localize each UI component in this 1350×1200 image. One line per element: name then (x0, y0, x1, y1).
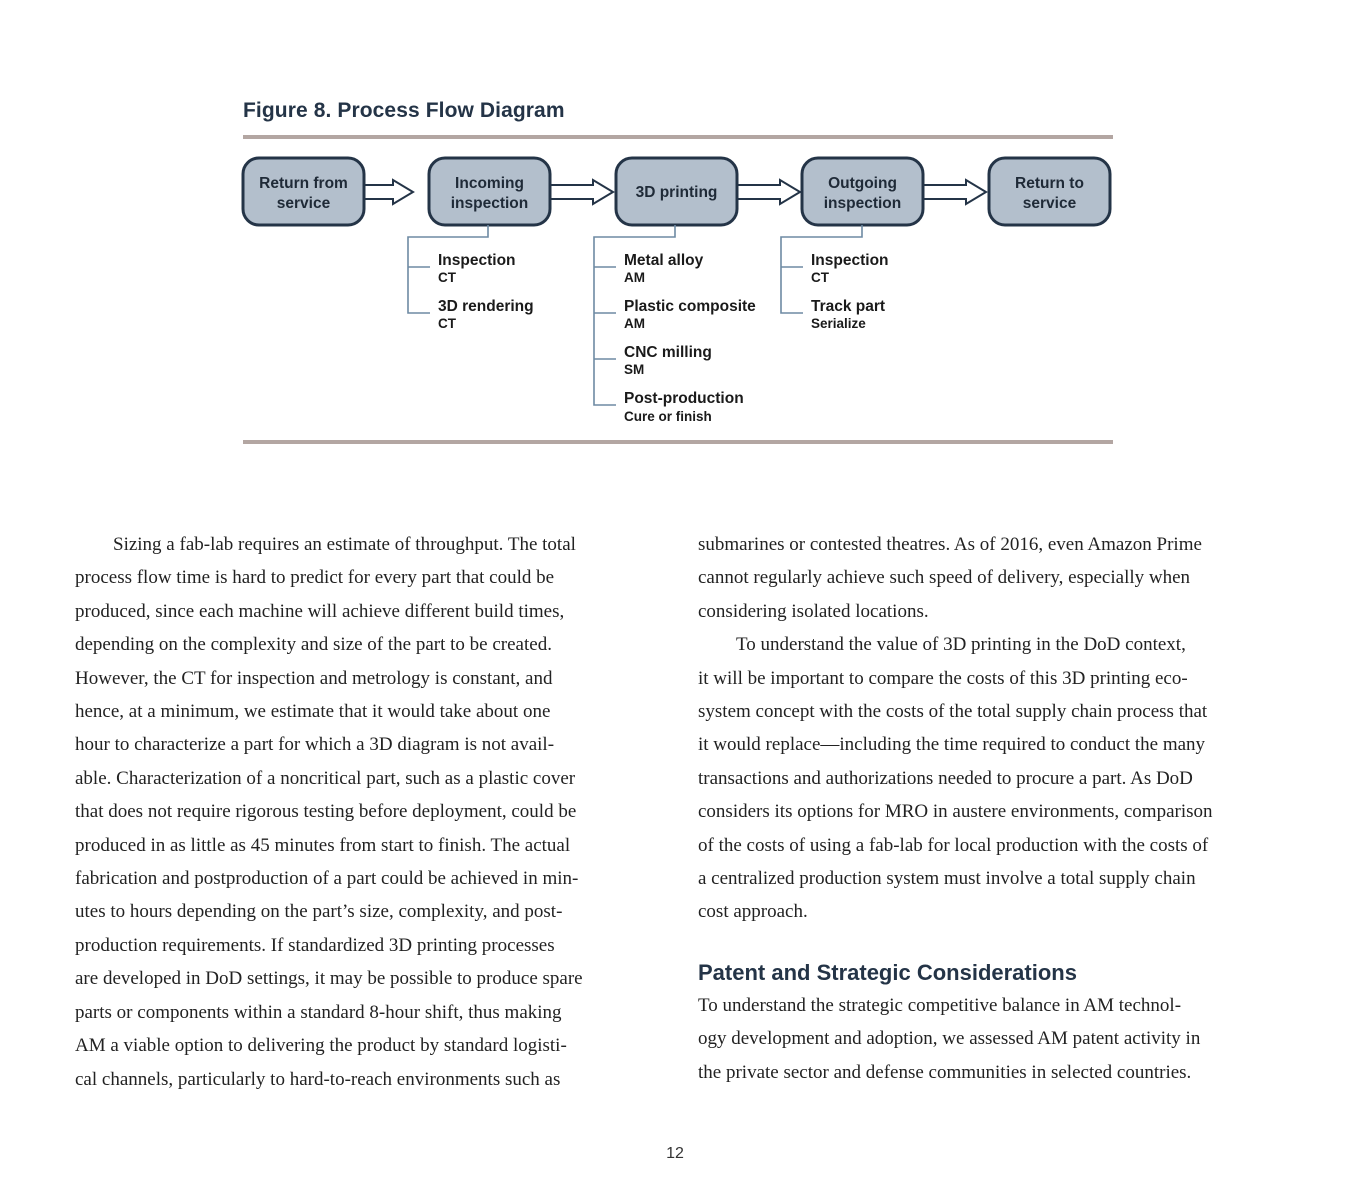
body-column-right (698, 528, 1278, 1089)
paragraph-patent (698, 989, 1278, 1089)
svg-text:3D rendering: 3D rendering (438, 298, 534, 315)
text-line: AM a viable option to delivering the product by standard logisti- (75, 1035, 567, 1057)
text-line: it will be important to compare the costs of this 3D printing eco- (698, 667, 1188, 689)
text-line: a centralized production system must involve a total supply chain (698, 868, 1196, 890)
svg-text:Outgoing: Outgoing (828, 175, 897, 192)
svg-text:Return to: Return to (1015, 175, 1084, 192)
svg-text:Serialize: Serialize (811, 316, 866, 331)
svg-text:service: service (276, 195, 331, 212)
svg-text:Post-production: Post-production (624, 390, 744, 407)
text-line: considering isolated locations. (698, 600, 929, 622)
svg-text:Return from: Return from (259, 175, 348, 192)
step-3d-printing (616, 158, 737, 225)
text-line: the private sector and defense communities in selected countries. (698, 1061, 1192, 1083)
text-line: However, the CT for inspection and metrology is constant, and (75, 667, 553, 689)
text-line: that does not require rigorous testing before deployment, could be (75, 801, 577, 823)
text-line: ogy development and adoption, we assessed AM patent activity in (698, 1028, 1201, 1050)
arrow-4 (923, 180, 986, 204)
arrow-3 (737, 180, 800, 204)
svg-text:inspection: inspection (823, 195, 902, 212)
svg-text:Inspection: Inspection (438, 252, 516, 269)
svg-text:Metal alloy: Metal alloy (624, 252, 704, 269)
step-incoming-inspection (429, 158, 550, 225)
text-line: able. Characterization of a noncritical part, such as a plastic cover (75, 767, 576, 789)
step-outgoing-inspection (802, 158, 923, 225)
svg-text:inspection: inspection (450, 195, 529, 212)
figure-bottom-rule (243, 440, 1113, 444)
arrow-2 (550, 180, 613, 204)
branch-outgoing-track-part (811, 298, 885, 331)
paragraph-value-of-3d-printing (698, 628, 1278, 929)
text-line: submarines or contested theatres. As of 2016, even Amazon Prime (698, 534, 1202, 555)
text-line: parts or components within a standard 8-hour shift, thus making (75, 1001, 562, 1023)
svg-text:Inspection: Inspection (811, 252, 889, 269)
step-return-to-service (989, 158, 1110, 225)
text-line: utes to hours depending on the part’s size, complexity, and post- (75, 901, 563, 923)
svg-text:AM: AM (624, 270, 645, 285)
text-line: cal channels, particularly to hard-to-reach environments such as (75, 1068, 561, 1090)
text-line: production requirements. If standardized 3D printing processes (75, 934, 555, 956)
branch-printing-cnc-milling (624, 344, 712, 377)
svg-text:AM: AM (624, 316, 645, 331)
branch-printing-plastic-composite (624, 298, 756, 331)
svg-text:CNC milling: CNC milling (624, 344, 712, 361)
figure-title: Figure 8. Process Flow Diagram (243, 99, 565, 122)
paragraph-throughput (75, 528, 645, 1096)
text-line: Sizing a fab-lab requires an estimate of throughput. The total (113, 534, 576, 555)
text-line: it would replace—including the time required to conduct the many (698, 734, 1206, 756)
svg-text:Cure or finish: Cure or finish (624, 409, 712, 424)
text-line: cannot regularly achieve such speed of delivery, especially when (698, 567, 1191, 589)
paragraph-continuation (698, 528, 1278, 628)
branch-incoming-3d-rendering (438, 298, 534, 331)
text-line: produced in as little as 45 minutes from start to finish. The actual (75, 834, 571, 856)
arrow-1 (364, 180, 413, 204)
svg-text:Plastic composite: Plastic composite (624, 298, 756, 315)
text-line: are developed in DoD settings, it may be possible to produce spare (75, 968, 583, 990)
page-number: 12 (666, 1145, 684, 1162)
text-line: produced, since each machine will achieve different build times, (75, 600, 565, 622)
svg-text:CT: CT (811, 270, 829, 285)
text-line: hence, at a minimum, we estimate that it would take about one (75, 701, 551, 723)
branch-printing-metal-alloy (624, 252, 704, 285)
branch-incoming-inspection (438, 252, 516, 285)
svg-text:Track part: Track part (811, 298, 886, 315)
section-heading: Patent and Strategic Considerations (698, 959, 1077, 985)
text-line: hour to characterize a part for which a 3D diagram is not avail- (75, 734, 555, 756)
svg-text:SM: SM (624, 362, 645, 377)
svg-text:3D printing: 3D printing (635, 184, 718, 201)
process-flow-diagram (0, 0, 1350, 460)
branch-outgoing-inspection (811, 252, 889, 285)
text-line: transactions and authorizations needed to procure a part. As DoD (698, 767, 1193, 789)
text-line: system concept with the costs of the total supply chain process that (698, 701, 1208, 723)
step-return-from-service (243, 158, 364, 225)
svg-text:service: service (1022, 195, 1077, 212)
text-line: To understand the value of 3D printing in the DoD context, (736, 634, 1186, 656)
svg-text:CT: CT (438, 270, 456, 285)
svg-text:Incoming: Incoming (455, 175, 524, 192)
branch-printing-post-production (624, 390, 744, 424)
text-line: considers its options for MRO in austere environments, comparison (698, 801, 1213, 823)
text-line: process flow time is hard to predict for every part that could be (75, 567, 555, 589)
text-line: fabrication and postproduction of a part could be achieved in min- (75, 868, 579, 890)
text-line: cost approach. (698, 901, 808, 923)
body-column-left (75, 528, 645, 1096)
text-line: To understand the strategic competitive balance in AM technol- (698, 994, 1182, 1016)
text-line: depending on the complexity and size of the part to be created. (75, 634, 552, 656)
text-line: of the costs of using a fab-lab for local production with the costs of (698, 834, 1209, 856)
svg-text:CT: CT (438, 316, 456, 331)
